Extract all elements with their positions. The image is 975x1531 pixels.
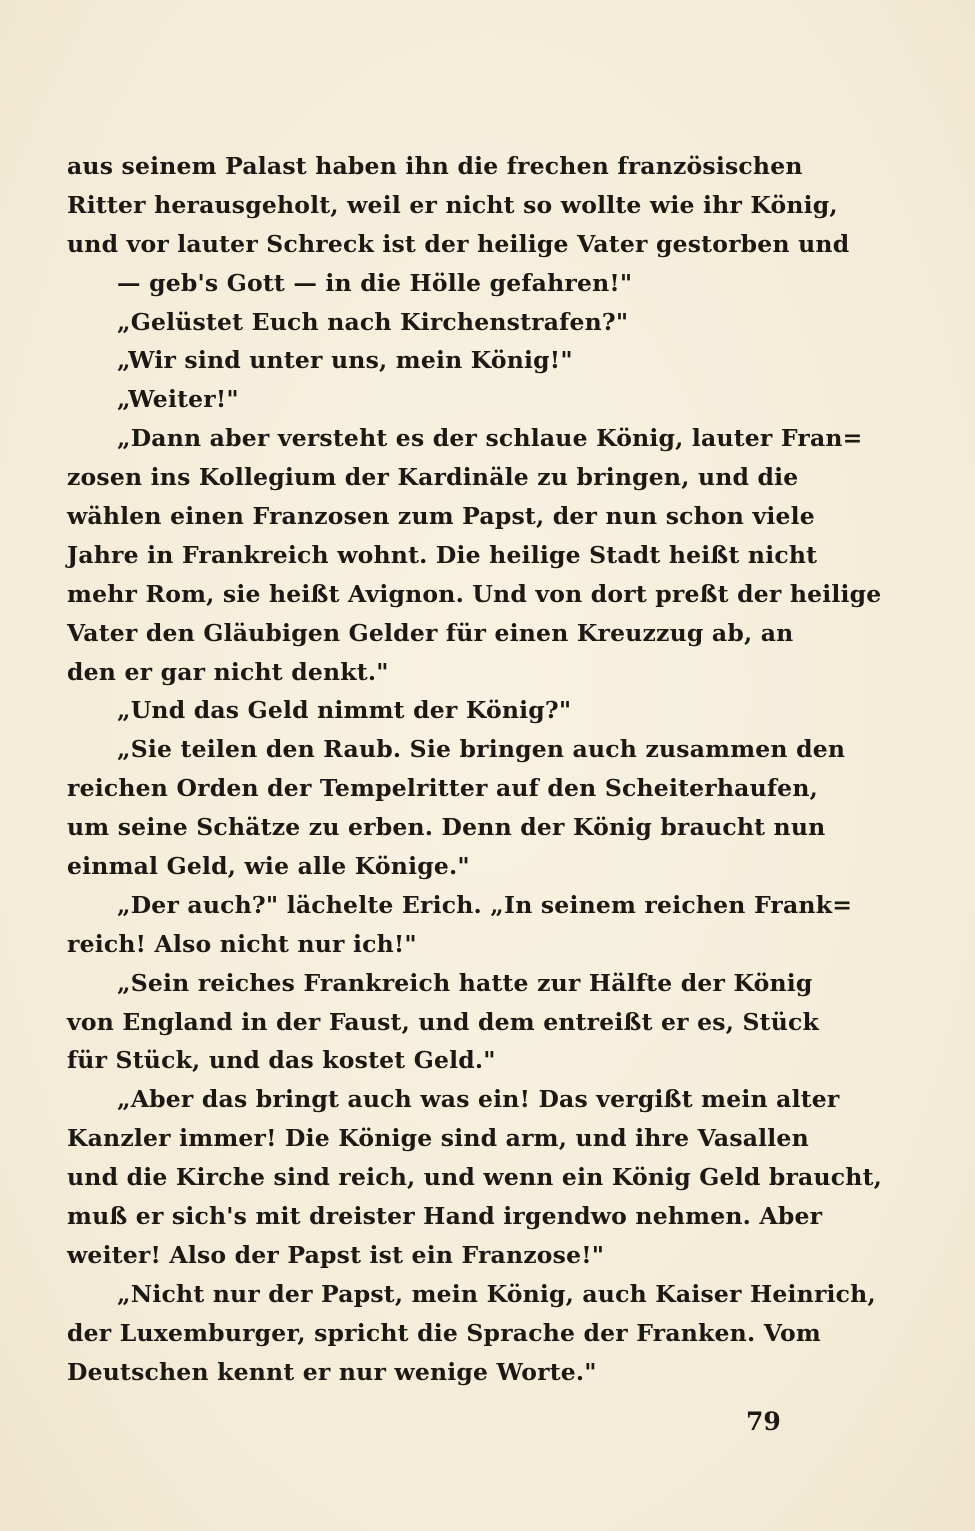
text-line: Ritter herausgeholt, weil er nicht so wollte wie ihr König, (67, 190, 838, 219)
text-line: Jahre in Frankreich wohnt. Die heilige Stadt heißt nicht (67, 540, 818, 569)
text-line: wählen einen Franzosen zum Papst, der nun schon viele (67, 502, 815, 531)
text-line: den er gar nicht denkt." (67, 657, 389, 686)
text-line: „Nicht nur der Papst, mein König, auch Kaiser Heinrich, (117, 1279, 876, 1308)
text-line: aus seinem Palast haben ihn die frechen französischen (67, 152, 803, 180)
text-line: „Wir sind unter uns, mein König!" (117, 346, 573, 375)
text-line: mehr Rom, sie heißt Avignon. Und von dort preßt der heilige (67, 579, 882, 608)
text-line: Deutschen kennt er nur wenige Worte." (67, 1357, 597, 1386)
text-line: „Dann aber versteht es der schlaue König, lauter Fran= (117, 424, 863, 453)
text-line: reich! Also nicht nur ich!" (67, 929, 417, 958)
text-line: von England in der Faust, und dem entreißt er es, Stück (67, 1007, 819, 1036)
text-line: einmal Geld, wie alle Könige." (67, 852, 470, 881)
text-line: weiter! Also der Papst ist ein Franzose!" (67, 1240, 605, 1269)
page-number: 79 (746, 1407, 781, 1436)
text-line: und die Kirche sind reich, und wenn ein König Geld braucht, (67, 1163, 882, 1192)
text-line: um seine Schätze zu erben. Denn der König braucht nun (67, 813, 826, 842)
text-line: der Luxemburger, spricht die Sprache der Franken. Vom (67, 1318, 821, 1347)
text-line: „Sie teilen den Raub. Sie bringen auch zusammen den (117, 735, 846, 764)
body-text (67, 147, 882, 1392)
text-line: reichen Orden der Tempelritter auf den Scheiterhaufen, (67, 774, 818, 803)
text-line: Vater den Gläubigen Gelder für einen Kreuzzug ab, an (67, 618, 794, 647)
text-line: und vor lauter Schreck ist der heilige Vater gestorben und (67, 229, 850, 258)
text-line: „Weiter!" (117, 385, 239, 414)
text-line: „Gelüstet Euch nach Kirchenstrafen?" (117, 307, 629, 336)
text-line: „Aber das bringt auch was ein! Das vergißt mein alter (117, 1085, 840, 1114)
text-line: „Und das Geld nimmt der König?" (117, 696, 572, 725)
text-line: „Der auch?" lächelte Erich. „In seinem reichen Frank= (117, 890, 853, 919)
text-line: muß er sich's mit dreister Hand irgendwo nehmen. Aber (67, 1202, 823, 1231)
text-line: zosen ins Kollegium der Kardinäle zu bringen, und die (67, 463, 799, 492)
text-line: Kanzler immer! Die Könige sind arm, und ihre Vasallen (67, 1124, 809, 1153)
text-line: „Sein reiches Frankreich hatte zur Hälfte der König (117, 968, 813, 997)
text-line: für Stück, und das kostet Geld." (67, 1046, 496, 1075)
text-line: — geb's Gott — in die Hölle gefahren!" (117, 268, 633, 297)
